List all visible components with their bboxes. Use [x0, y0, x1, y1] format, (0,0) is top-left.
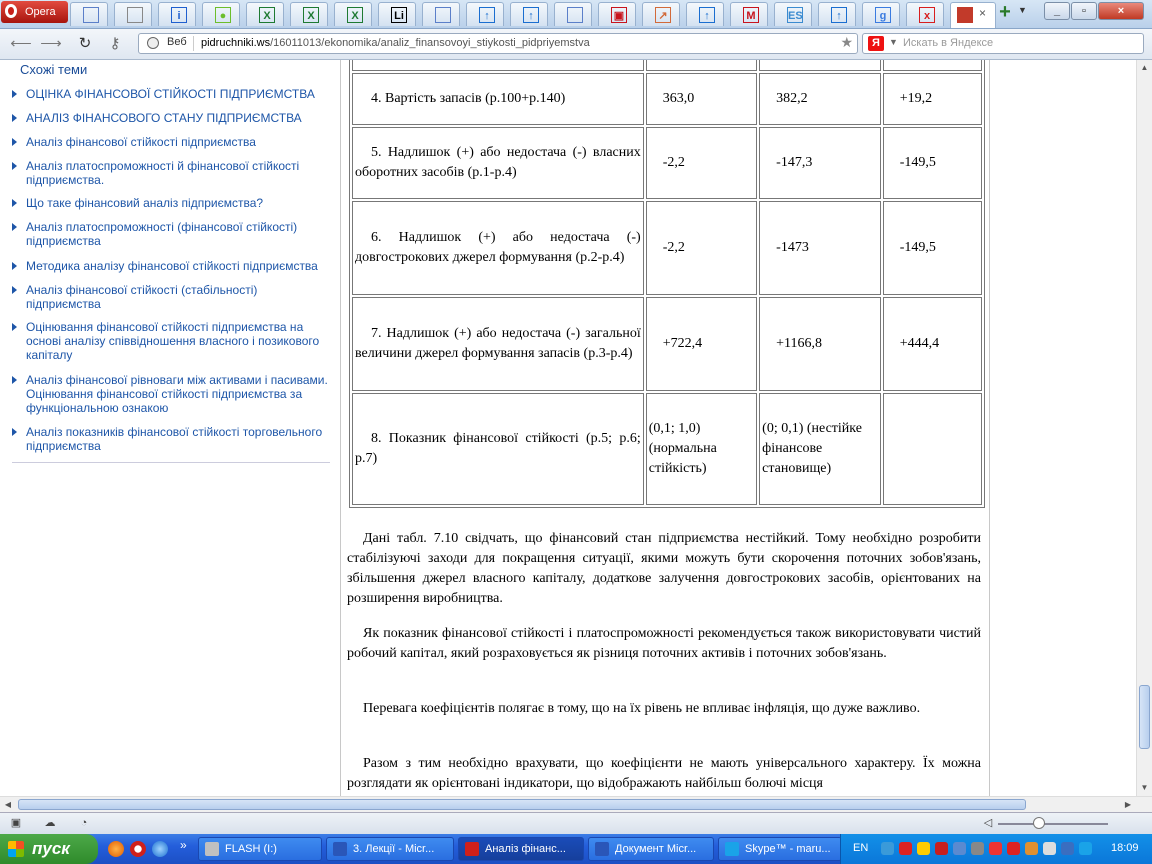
tray-update-icon[interactable]	[1007, 842, 1020, 855]
sidebar-link-label: Аналіз фінансової рівноваги між активами і пасивами. Оцінювання фінансової стійкості підприємства за функціональною ознакою	[26, 373, 328, 415]
skype-icon	[725, 842, 739, 856]
address-field[interactable]	[138, 33, 858, 54]
system-tray	[840, 834, 1152, 864]
firefox-icon[interactable]	[108, 841, 124, 857]
browser-tab[interactable]	[730, 2, 768, 26]
value-cell: -2,2	[646, 201, 757, 295]
value-cell: +444,4	[883, 297, 982, 391]
x-icon: x	[919, 7, 935, 23]
globe-icon	[147, 37, 159, 49]
bullet-arrow-icon	[12, 162, 17, 170]
start-label: пуск	[32, 839, 70, 858]
value-cell: 363,0	[646, 73, 757, 125]
browser-tab[interactable]	[642, 2, 680, 26]
table-row	[352, 393, 982, 505]
value-cell	[883, 60, 982, 71]
value-cell: +1166,8	[759, 297, 881, 391]
quicklaunch-overflow-icon[interactable]: »	[180, 838, 187, 852]
tab-list-dropdown-icon[interactable]: ▼	[1018, 5, 1027, 15]
word-icon	[333, 842, 347, 856]
bullet-arrow-icon	[12, 262, 17, 270]
horizontal-scrollbar[interactable]	[0, 796, 1152, 812]
browser-tab[interactable]	[818, 2, 856, 26]
taskbar-button-label: 3. Лекції - Micr...	[353, 843, 435, 855]
tray-network-icon[interactable]	[881, 842, 894, 855]
tray-opera-icon[interactable]	[989, 842, 1002, 855]
li-icon: Li	[391, 7, 407, 23]
value-cell: +19,2	[883, 73, 982, 125]
page-icon	[435, 7, 451, 23]
taskbar-button[interactable]	[198, 837, 322, 861]
sidebar-link-label: Аналіз показників фінансової стійкості торговельного підприємства	[26, 425, 323, 453]
upload-arrow-icon: ↑	[523, 7, 539, 23]
bullet-arrow-icon	[12, 376, 17, 384]
row-label-cell: 8. Показник фінансової стійкості (р.5; р.6; р.7)	[352, 393, 644, 505]
browser-tab[interactable]	[774, 2, 812, 26]
bullet-arrow-icon	[12, 428, 17, 436]
sidebar-link-label: ОЦІНКА ФІНАНСОВОЇ СТІЙКОСТІ ПІДПРИЄМСТВА	[26, 87, 315, 101]
sidebar-link-label: Аналіз платоспроможності (фінансової стійкості) підприємства	[26, 220, 298, 248]
taskbar-button[interactable]	[326, 837, 454, 861]
table-body	[352, 60, 982, 505]
taskbar-button-label: Skype™ - maru...	[745, 843, 831, 855]
value-cell: -2,2	[646, 127, 757, 199]
google-icon: g	[875, 7, 891, 23]
browser-tab[interactable]	[510, 2, 548, 26]
url-domain: pidruchniki.ws	[201, 37, 271, 49]
browser-tab[interactable]	[422, 2, 460, 26]
document-icon	[567, 7, 583, 23]
scroll-right-arrow-icon[interactable]: ▶	[1124, 800, 1132, 809]
search-engine-dropdown-icon[interactable]: ▼	[889, 37, 898, 47]
bullet-arrow-icon	[12, 199, 17, 207]
tray-shield-icon[interactable]	[917, 842, 930, 855]
taskbar-button-label: Аналіз фінанс...	[485, 843, 566, 855]
table-row	[352, 127, 982, 199]
browser-tab[interactable]	[554, 2, 592, 26]
horizontal-scroll-thumb[interactable]	[18, 799, 1026, 810]
value-cell: (0,1; 1,0) (нормальна стійкість)	[646, 393, 757, 505]
upload-arrow-icon: ↑	[479, 7, 495, 23]
opera-logo-icon	[5, 4, 17, 18]
table-row	[352, 73, 982, 125]
browser-tab[interactable]	[290, 2, 328, 26]
tray-antivirus-icon[interactable]	[899, 842, 912, 855]
taskbar-button[interactable]	[718, 837, 842, 861]
web-badge: Веб	[167, 36, 187, 48]
table-row	[352, 297, 982, 391]
tray-display-icon[interactable]	[971, 842, 984, 855]
row-label-cell: 7. Надлишок (+) або недостача (-) загальної величини джерел формування запасів (р.3-р.4)	[352, 297, 644, 391]
bullet-arrow-icon	[12, 90, 17, 98]
windows-taskbar	[0, 834, 1152, 864]
minimize-button[interactable]: _	[1044, 2, 1070, 20]
sidebar-divider	[12, 462, 330, 463]
sidebar-link-label: Оцінювання фінансової стійкості підприємства на основі аналізу співвідношення власного і позикового капіталу	[26, 320, 320, 362]
yandex-logo-icon: Я	[868, 36, 884, 51]
taskbar-button[interactable]	[458, 837, 584, 861]
page-viewport	[0, 60, 1136, 796]
tray-acrobat-icon[interactable]	[935, 842, 948, 855]
value-cell: +722,4	[646, 297, 757, 391]
tray-volume-icon[interactable]	[1043, 842, 1056, 855]
close-window-button[interactable]: ×	[1098, 2, 1144, 20]
sidebar-link-label: Аналіз фінансової стійкості підприємства	[26, 135, 256, 149]
browser-tab[interactable]	[598, 2, 636, 26]
clock: 18:09	[1111, 842, 1139, 854]
start-button[interactable]	[0, 834, 98, 864]
tray-sync-icon[interactable]	[953, 842, 966, 855]
forward-arrow-icon[interactable]: ⟶	[40, 35, 62, 52]
value-cell	[759, 60, 881, 71]
table-row	[352, 201, 982, 295]
navigation-bar	[0, 29, 1152, 60]
maximize-button[interactable]: ▫	[1071, 2, 1097, 20]
zoom-out-icon[interactable]: ◁	[983, 817, 993, 829]
url-text[interactable]	[201, 37, 590, 49]
value-cell	[646, 60, 757, 71]
tab-bar	[0, 0, 1152, 29]
speed-dial-icon[interactable]: ◔	[80, 817, 88, 829]
value-cell: -149,5	[883, 201, 982, 295]
bookmark-star-icon[interactable]: ★	[840, 34, 853, 50]
row-label-cell: 6. Надлишок (+) або недостача (-) довгострокових джерел формування (р.2-р.4)	[352, 201, 644, 295]
value-cell: (0; 0,1) (нестійке фінансове становище)	[759, 393, 881, 505]
tray-power-icon[interactable]	[1025, 842, 1038, 855]
page-icon	[83, 7, 99, 23]
sidebar-link-label: Методика аналізу фінансової стійкості підприємства	[26, 259, 318, 273]
opera-quicklaunch-icon[interactable]	[130, 841, 146, 857]
es-icon: ES	[787, 7, 803, 23]
opera-menu-button[interactable]	[1, 1, 68, 23]
value-cell: 382,2	[759, 73, 881, 125]
upload-arrow-icon: ↑	[699, 7, 715, 23]
browser-tab[interactable]	[158, 2, 196, 26]
row-label-cell: 5. Надлишок (+) або недостача (-) власних оборотних засобів (р.1-р.4)	[352, 127, 644, 199]
scroll-up-arrow-icon[interactable]: ▲	[1140, 63, 1149, 72]
red-square-icon: M	[743, 7, 759, 23]
scroll-down-arrow-icon[interactable]: ▼	[1140, 783, 1149, 792]
tray-bluetooth-icon[interactable]	[1061, 842, 1074, 855]
excel-icon: X	[259, 7, 275, 23]
sidebar-link-label: Аналіз фінансової стійкості (стабільності) підприємства	[26, 283, 258, 311]
taskbar-button-label: Документ Micr...	[615, 843, 697, 855]
paragraph: Разом з тим необхідно врахувати, що коефіцієнти не мають універсального характеру. Їх можна розглядати як орієнтовані індикатори, що відображають найбільш болючі місця	[347, 756, 981, 791]
related-topics-sidebar	[0, 60, 340, 796]
browser-tab[interactable]	[906, 2, 944, 26]
panel-toggle-icon[interactable]: ▣	[10, 817, 22, 829]
reload-icon[interactable]: ↻	[78, 35, 92, 52]
bookshop-icon: ▣	[611, 7, 627, 23]
browser-tab[interactable]	[246, 2, 284, 26]
paragraph: Дані табл. 7.10 свідчать, що фінансовий стан підприємства нестійкий. Тому необхідно розробити стабілізуючі заходи для покращення ситуації, якими можуть бути скорочення поточних зобов'язань, збільшення джерел власного капіталу, додаткове залучення довгострокових засобів, орієнтованих на розширення виробництва.	[347, 531, 981, 606]
value-cell	[883, 393, 982, 505]
bullet-arrow-icon	[12, 138, 17, 146]
internet-explorer-icon[interactable]	[152, 841, 168, 857]
browser-tab[interactable]	[70, 2, 108, 26]
value-cell: -149,5	[883, 127, 982, 199]
paragraph: Перевага коефіцієнтів полягає в тому, що на їх рівень не впливає інфляція, що дуже важливо.	[363, 701, 921, 716]
browser-tab[interactable]	[686, 2, 724, 26]
vertical-scrollbar[interactable]	[1136, 60, 1152, 796]
chart-icon: ↗	[655, 7, 671, 23]
browser-tab[interactable]	[378, 2, 416, 26]
vertical-scroll-thumb[interactable]	[1139, 685, 1150, 749]
browser-tab[interactable]	[114, 2, 152, 26]
opera-icon	[465, 842, 479, 856]
bullet-arrow-icon	[12, 323, 17, 331]
language-indicator[interactable]: EN	[853, 842, 869, 854]
search-placeholder: Искать в Яндексе	[903, 37, 994, 49]
key-icon[interactable]: ⚷	[109, 35, 121, 52]
drive-icon	[205, 842, 219, 856]
url-path: /16011013/ekonomika/analiz_finansovoyi_stiykosti_pidpriyemstva	[270, 37, 590, 49]
new-tab-button[interactable]: +	[999, 1, 1011, 23]
back-arrow-icon[interactable]: ⟵	[10, 35, 32, 52]
upload-arrow-icon: ↑	[831, 7, 847, 23]
browser-tab[interactable]	[202, 2, 240, 26]
browser-tab[interactable]	[466, 2, 504, 26]
address-separator	[193, 36, 194, 51]
tray-skype-icon[interactable]	[1079, 842, 1092, 855]
scroll-left-arrow-icon[interactable]: ◀	[4, 800, 12, 809]
close-tab-icon[interactable]: ×	[979, 6, 987, 20]
apple-icon: ●	[215, 7, 231, 23]
document-icon	[127, 7, 143, 23]
bullet-arrow-icon	[12, 223, 17, 231]
row-label-cell: 4. Вартість запасів (р.100+р.140)	[352, 73, 644, 125]
row-label-cell	[352, 60, 644, 71]
financial-stability-table	[349, 60, 985, 508]
browser-tab[interactable]	[862, 2, 900, 26]
sidebar-link-label: Що таке фінансовий аналіз підприємства?	[26, 196, 264, 210]
books-icon	[957, 7, 973, 23]
sidebar-title: Схожі теми	[20, 62, 88, 77]
bullet-arrow-icon	[12, 114, 17, 122]
sidebar-link-label: Аналіз платоспроможності й фінансової стійкості підприємства.	[26, 159, 300, 187]
info-icon: i	[171, 7, 187, 23]
sidebar-link-label: АНАЛІЗ ФІНАНСОВОГО СТАНУ ПІДПРИЄМСТВА	[26, 111, 302, 125]
value-cell: -1473	[759, 201, 881, 295]
article-content	[340, 60, 990, 796]
bullet-arrow-icon	[12, 286, 17, 294]
search-field[interactable]	[862, 33, 1144, 54]
cloud-icon[interactable]: ☁	[44, 817, 56, 829]
taskbar-button[interactable]	[588, 837, 714, 861]
browser-tab[interactable]	[334, 2, 372, 26]
zoom-slider-track[interactable]	[998, 823, 1108, 825]
value-cell: -147,3	[759, 127, 881, 199]
table-row	[352, 60, 982, 71]
word-icon	[595, 842, 609, 856]
paragraph: Як показник фінансової стійкості і платоспроможності рекомендується також використовувати чистий робочий капітал, який розраховується як різниця поточних активів і поточних зобов'язань.	[347, 626, 981, 661]
browser-tab-active[interactable]	[950, 2, 996, 28]
excel-icon: X	[347, 7, 363, 23]
excel-icon: X	[303, 7, 319, 23]
windows-logo-icon	[8, 841, 24, 857]
opera-menu-label: Opera	[25, 6, 56, 18]
zoom-slider-knob[interactable]	[1033, 817, 1045, 829]
status-bar	[0, 812, 1152, 834]
taskbar-button-label: FLASH (I:)	[225, 843, 277, 855]
